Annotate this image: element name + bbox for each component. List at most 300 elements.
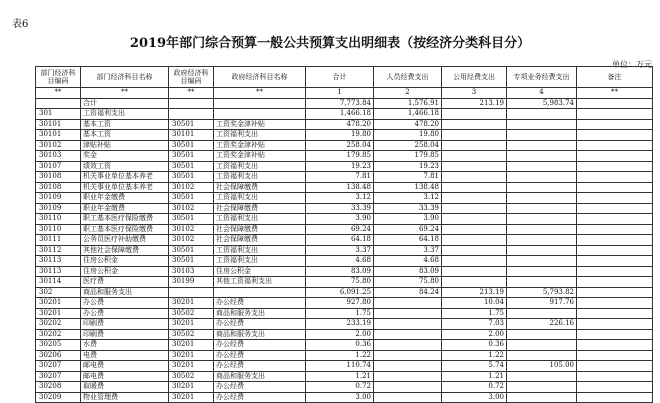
index-cell: 1 bbox=[306, 88, 374, 99]
index-cell: ** bbox=[214, 88, 306, 99]
table-cell bbox=[442, 277, 507, 288]
table-cell bbox=[442, 256, 507, 267]
table-cell: 取暖费 bbox=[81, 382, 169, 393]
table-cell: 64.18 bbox=[374, 235, 442, 246]
table-cell: 30501 bbox=[169, 140, 214, 151]
table-cell: 75.80 bbox=[374, 277, 442, 288]
table-cell bbox=[214, 109, 306, 120]
table-cell: 30205 bbox=[36, 340, 81, 351]
table-cell bbox=[577, 382, 653, 393]
table-cell bbox=[577, 214, 653, 225]
table-cell: 工资奖金津补贴 bbox=[214, 151, 306, 162]
table-cell: 138.48 bbox=[374, 182, 442, 193]
table-cell bbox=[442, 182, 507, 193]
table-cell: 30501 bbox=[169, 256, 214, 267]
table-cell bbox=[507, 308, 577, 319]
table-cell: 机关事业单位基本养老 bbox=[81, 182, 169, 193]
table-cell bbox=[507, 214, 577, 225]
table-cell: 927.80 bbox=[306, 298, 374, 309]
table-cell: 10.04 bbox=[442, 298, 507, 309]
table-cell: 30101 bbox=[169, 130, 214, 141]
table-cell: 30502 bbox=[169, 308, 214, 319]
table-row bbox=[36, 350, 653, 361]
table-cell: 3.00 bbox=[306, 392, 374, 403]
index-cell: ** bbox=[577, 88, 653, 99]
table-cell bbox=[507, 224, 577, 235]
table-cell: 公务员医疗补助缴费 bbox=[81, 235, 169, 246]
table-cell bbox=[507, 340, 577, 351]
table-cell: 233.19 bbox=[306, 319, 374, 330]
table-cell: 30209 bbox=[36, 392, 81, 403]
table-cell: 258.04 bbox=[306, 140, 374, 151]
table-cell: 5,793.82 bbox=[507, 287, 577, 298]
table-cell bbox=[374, 382, 442, 393]
table-cell bbox=[442, 140, 507, 151]
table-cell: 30101 bbox=[36, 130, 81, 141]
table-cell: 其他社会保障缴费 bbox=[81, 245, 169, 256]
table-cell: 工资福利支出 bbox=[214, 161, 306, 172]
table-row bbox=[36, 151, 653, 162]
table-cell: 3.37 bbox=[306, 245, 374, 256]
table-cell: 5.74 bbox=[442, 361, 507, 372]
table-cell: 30502 bbox=[169, 371, 214, 382]
table-cell: 30201 bbox=[169, 392, 214, 403]
table-row bbox=[36, 245, 653, 256]
table-cell: 工资福利支出 bbox=[214, 256, 306, 267]
table-cell bbox=[507, 266, 577, 277]
budget-table bbox=[35, 66, 653, 403]
table-cell: 7.81 bbox=[374, 172, 442, 183]
table-cell bbox=[442, 130, 507, 141]
table-cell: 社会保障缴费 bbox=[214, 235, 306, 246]
table-row bbox=[36, 329, 653, 340]
table-cell: 绩效工资 bbox=[81, 161, 169, 172]
table-cell bbox=[577, 140, 653, 151]
table-cell: 69.24 bbox=[306, 224, 374, 235]
table-cell: 30107 bbox=[36, 161, 81, 172]
table-cell: 基本工资 bbox=[81, 130, 169, 141]
table-cell bbox=[577, 329, 653, 340]
table-cell: 工资奖金津补贴 bbox=[214, 119, 306, 130]
table-cell: 30207 bbox=[36, 371, 81, 382]
table-cell: 179.85 bbox=[306, 151, 374, 162]
table-cell: 30207 bbox=[36, 361, 81, 372]
table-cell bbox=[507, 371, 577, 382]
page-title: 2019年部门综合预算一般公共预算支出明细表（按经济分类科目分） bbox=[129, 36, 531, 51]
table-cell: 1.22 bbox=[442, 350, 507, 361]
table-row bbox=[36, 119, 653, 130]
table-row bbox=[36, 361, 653, 372]
table-cell: 7.03 bbox=[442, 319, 507, 330]
table-row bbox=[36, 98, 653, 109]
table-cell: 0.72 bbox=[306, 382, 374, 393]
table-cell bbox=[507, 119, 577, 130]
table-cell: 水费 bbox=[81, 340, 169, 351]
table-cell bbox=[214, 98, 306, 109]
table-cell: 办公费 bbox=[81, 308, 169, 319]
table-row bbox=[36, 140, 653, 151]
table-cell bbox=[577, 224, 653, 235]
table-cell: 30199 bbox=[169, 277, 214, 288]
table-cell bbox=[442, 235, 507, 246]
table-cell bbox=[374, 371, 442, 382]
table-cell bbox=[442, 161, 507, 172]
table-cell: 职工基本医疗保险缴费 bbox=[81, 214, 169, 225]
table-cell: 1,466.18 bbox=[306, 109, 374, 120]
table-cell bbox=[374, 361, 442, 372]
table-cell: 7.81 bbox=[306, 172, 374, 183]
table-cell: 工资奖金津补贴 bbox=[214, 140, 306, 151]
table-cell bbox=[577, 287, 653, 298]
table-cell bbox=[577, 130, 653, 141]
table-cell bbox=[577, 182, 653, 193]
table-cell: 0.36 bbox=[306, 340, 374, 351]
table-cell: 30112 bbox=[36, 245, 81, 256]
table-cell bbox=[442, 224, 507, 235]
table-cell: 30201 bbox=[169, 361, 214, 372]
table-cell: 30111 bbox=[36, 235, 81, 246]
table-cell: 奖金 bbox=[81, 151, 169, 162]
table-cell bbox=[577, 319, 653, 330]
table-cell: 30201 bbox=[36, 308, 81, 319]
table-cell: 30206 bbox=[36, 350, 81, 361]
table-row bbox=[36, 182, 653, 193]
table-cell: 3.00 bbox=[442, 392, 507, 403]
table-cell bbox=[442, 245, 507, 256]
table-cell: 30202 bbox=[36, 319, 81, 330]
table-cell bbox=[507, 350, 577, 361]
table-cell bbox=[507, 245, 577, 256]
table-row bbox=[36, 277, 653, 288]
table-cell bbox=[577, 308, 653, 319]
table-row bbox=[36, 193, 653, 204]
table-cell bbox=[374, 319, 442, 330]
table-cell: 社会保障缴费 bbox=[214, 203, 306, 214]
table-cell bbox=[374, 308, 442, 319]
table-cell bbox=[507, 256, 577, 267]
table-cell: 机关事业单位基本养老 bbox=[81, 172, 169, 183]
table-row bbox=[36, 256, 653, 267]
table-cell: 4.68 bbox=[374, 256, 442, 267]
table-cell: 职工基本医疗保险缴费 bbox=[81, 224, 169, 235]
table-cell bbox=[577, 340, 653, 351]
table-cell bbox=[507, 382, 577, 393]
table-cell: 478.20 bbox=[374, 119, 442, 130]
table-cell: 30201 bbox=[36, 298, 81, 309]
table-row bbox=[36, 203, 653, 214]
header-row bbox=[36, 67, 653, 88]
table-cell: 75.80 bbox=[306, 277, 374, 288]
table-row bbox=[36, 319, 653, 330]
table-cell: 30201 bbox=[169, 350, 214, 361]
table-cell bbox=[442, 109, 507, 120]
table-cell bbox=[577, 266, 653, 277]
table-cell: 1.75 bbox=[306, 308, 374, 319]
table-cell: 30109 bbox=[36, 203, 81, 214]
table-row bbox=[36, 235, 653, 246]
table-cell bbox=[442, 193, 507, 204]
table-cell: 3.90 bbox=[306, 214, 374, 225]
table-cell: 邮电费 bbox=[81, 371, 169, 382]
table-row bbox=[36, 161, 653, 172]
table-cell: 105.00 bbox=[507, 361, 577, 372]
table-cell: 办公费 bbox=[81, 298, 169, 309]
header-cell: 部门经济科目名称 bbox=[81, 67, 169, 88]
table-cell: 226.16 bbox=[507, 319, 577, 330]
table-cell bbox=[442, 151, 507, 162]
table-cell bbox=[374, 350, 442, 361]
table-cell bbox=[442, 203, 507, 214]
table-cell: 职业年金缴费 bbox=[81, 203, 169, 214]
index-cell: ** bbox=[36, 88, 81, 99]
table-cell: 30102 bbox=[169, 224, 214, 235]
unit-label: 单位：万元 bbox=[612, 60, 652, 69]
table-cell bbox=[169, 287, 214, 298]
table-cell: 3.12 bbox=[306, 193, 374, 204]
table-row bbox=[36, 298, 653, 309]
table-cell: 179.85 bbox=[374, 151, 442, 162]
table-cell bbox=[507, 392, 577, 403]
table-cell: 30201 bbox=[169, 382, 214, 393]
table-cell bbox=[507, 277, 577, 288]
table-cell: 917.76 bbox=[507, 298, 577, 309]
table-cell: 0.72 bbox=[442, 382, 507, 393]
table-cell: 工资福利支出 bbox=[214, 214, 306, 225]
table-cell: 19.23 bbox=[374, 161, 442, 172]
table-cell: 7,773.84 bbox=[306, 98, 374, 109]
table-cell: 19.80 bbox=[374, 130, 442, 141]
table-cell: 30201 bbox=[169, 298, 214, 309]
table-cell: 工资福利支出 bbox=[214, 245, 306, 256]
table-cell: 19.80 bbox=[306, 130, 374, 141]
table-cell bbox=[374, 392, 442, 403]
table-cell: 69.24 bbox=[374, 224, 442, 235]
table-cell: 津贴补贴 bbox=[81, 140, 169, 151]
table-cell: 30201 bbox=[169, 319, 214, 330]
table-cell: 1.22 bbox=[306, 350, 374, 361]
table-cell: 33.39 bbox=[374, 203, 442, 214]
table-cell: 30501 bbox=[169, 161, 214, 172]
table-cell: 基本工资 bbox=[81, 119, 169, 130]
table-cell bbox=[577, 350, 653, 361]
table-cell bbox=[214, 287, 306, 298]
table-cell bbox=[507, 109, 577, 120]
table-cell: 478.20 bbox=[306, 119, 374, 130]
table-cell: 30102 bbox=[169, 182, 214, 193]
header-cell: 专项业务经费支出 bbox=[507, 67, 577, 88]
table-cell: 3.90 bbox=[374, 214, 442, 225]
table-cell bbox=[374, 298, 442, 309]
table-cell bbox=[577, 371, 653, 382]
table-cell: 83.09 bbox=[374, 266, 442, 277]
table-cell: 30108 bbox=[36, 172, 81, 183]
table-cell: 30501 bbox=[169, 172, 214, 183]
index-cell: 3 bbox=[442, 88, 507, 99]
table-cell: 30108 bbox=[36, 182, 81, 193]
table-cell bbox=[577, 203, 653, 214]
table-cell: 6,091.25 bbox=[306, 287, 374, 298]
table-cell: 33.39 bbox=[306, 203, 374, 214]
table-cell: 30501 bbox=[169, 151, 214, 162]
table-cell: 258.04 bbox=[374, 140, 442, 151]
table-cell: 30113 bbox=[36, 256, 81, 267]
table-cell: 30501 bbox=[169, 193, 214, 204]
table-cell: 1.21 bbox=[306, 371, 374, 382]
index-row bbox=[36, 88, 653, 99]
table-cell: 84.24 bbox=[374, 287, 442, 298]
table-cell: 合计 bbox=[81, 98, 169, 109]
index-cell: ** bbox=[81, 88, 169, 99]
table-cell bbox=[507, 329, 577, 340]
table-cell bbox=[577, 245, 653, 256]
table-cell: 印刷费 bbox=[81, 329, 169, 340]
header-cell: 合计 bbox=[306, 67, 374, 88]
table-cell: 2.00 bbox=[442, 329, 507, 340]
table-cell: 商品和服务支出 bbox=[214, 371, 306, 382]
table-cell bbox=[442, 214, 507, 225]
table-cell bbox=[507, 193, 577, 204]
table-cell: 30501 bbox=[169, 119, 214, 130]
table-cell: 30110 bbox=[36, 214, 81, 225]
table-cell bbox=[577, 277, 653, 288]
table-cell bbox=[577, 392, 653, 403]
header-cell: 政府经济科目编码 bbox=[169, 67, 214, 88]
table-cell: 30502 bbox=[169, 329, 214, 340]
table-cell: 1,466.18 bbox=[374, 109, 442, 120]
table-cell: 物业管理费 bbox=[81, 392, 169, 403]
table-cell: 30113 bbox=[36, 266, 81, 277]
table-cell: 83.09 bbox=[306, 266, 374, 277]
header-cell: 部门经济科目编码 bbox=[36, 67, 81, 88]
table-cell: 64.18 bbox=[306, 235, 374, 246]
table-cell: 30114 bbox=[36, 277, 81, 288]
header-cell: 备注 bbox=[577, 67, 653, 88]
table-row bbox=[36, 130, 653, 141]
table-cell: 商品和服务支出 bbox=[214, 329, 306, 340]
table-cell: 商品和服务支出 bbox=[214, 308, 306, 319]
header-cell: 人员经费支出 bbox=[374, 67, 442, 88]
table-cell: 3.12 bbox=[374, 193, 442, 204]
table-cell: 30102 bbox=[169, 235, 214, 246]
table-row bbox=[36, 109, 653, 120]
table-row bbox=[36, 214, 653, 225]
table-cell bbox=[442, 119, 507, 130]
table-cell: 工资福利支出 bbox=[81, 109, 169, 120]
table-cell bbox=[169, 109, 214, 120]
table-cell: 30201 bbox=[169, 340, 214, 351]
table-cell: 110.74 bbox=[306, 361, 374, 372]
header-cell: 公用经费支出 bbox=[442, 67, 507, 88]
table-cell bbox=[442, 172, 507, 183]
table-cell: 2.00 bbox=[306, 329, 374, 340]
table-cell: 3.37 bbox=[374, 245, 442, 256]
table-cell: 0.36 bbox=[442, 340, 507, 351]
table-cell: 302 bbox=[36, 287, 81, 298]
table-cell: 办公经费 bbox=[214, 319, 306, 330]
table-cell bbox=[577, 361, 653, 372]
table-row bbox=[36, 287, 653, 298]
table-cell: 印刷费 bbox=[81, 319, 169, 330]
table-row bbox=[36, 340, 653, 351]
table-cell: 办公经费 bbox=[214, 298, 306, 309]
table-cell: 办公经费 bbox=[214, 350, 306, 361]
table-cell: 1.21 bbox=[442, 371, 507, 382]
table-cell bbox=[577, 193, 653, 204]
table-cell bbox=[577, 256, 653, 267]
table-cell: 213.19 bbox=[442, 98, 507, 109]
table-cell: 213.19 bbox=[442, 287, 507, 298]
table-cell: 138.48 bbox=[306, 182, 374, 193]
table-cell bbox=[507, 151, 577, 162]
index-cell: 4 bbox=[507, 88, 577, 99]
table-cell: 1,576.91 bbox=[374, 98, 442, 109]
table-cell: 商品和服务支出 bbox=[81, 287, 169, 298]
table-row bbox=[36, 266, 653, 277]
table-cell bbox=[507, 130, 577, 141]
table-cell: 办公经费 bbox=[214, 392, 306, 403]
table-cell bbox=[577, 119, 653, 130]
table-cell: 社会保障缴费 bbox=[214, 224, 306, 235]
table-row bbox=[36, 224, 653, 235]
table-tag: 表6 bbox=[12, 19, 29, 30]
index-cell: 2 bbox=[374, 88, 442, 99]
table-row bbox=[36, 392, 653, 403]
table-cell: 住房公积金 bbox=[81, 256, 169, 267]
table-cell: 工资福利支出 bbox=[214, 172, 306, 183]
table-row bbox=[36, 371, 653, 382]
table-cell bbox=[577, 98, 653, 109]
table-row bbox=[36, 382, 653, 393]
table-cell: 工资福利支出 bbox=[214, 130, 306, 141]
table-cell: 30102 bbox=[169, 203, 214, 214]
table-cell bbox=[507, 172, 577, 183]
table-cell: 4.68 bbox=[306, 256, 374, 267]
table-cell: 社会保障缴费 bbox=[214, 182, 306, 193]
table-cell: 职业年金缴费 bbox=[81, 193, 169, 204]
table-cell: 住房公积金 bbox=[81, 266, 169, 277]
table-cell bbox=[577, 172, 653, 183]
table-cell: 30109 bbox=[36, 193, 81, 204]
header-cell: 政府经济科目名称 bbox=[214, 67, 306, 88]
table-row bbox=[36, 172, 653, 183]
index-cell: ** bbox=[169, 88, 214, 99]
table-cell: 19.23 bbox=[306, 161, 374, 172]
table-cell bbox=[36, 98, 81, 109]
table-cell: 30501 bbox=[169, 245, 214, 256]
table-cell: 30202 bbox=[36, 329, 81, 340]
table-cell: 办公经费 bbox=[214, 361, 306, 372]
table-cell: 医疗费 bbox=[81, 277, 169, 288]
table-cell: 办公经费 bbox=[214, 340, 306, 351]
table-cell: 301 bbox=[36, 109, 81, 120]
table-cell bbox=[577, 235, 653, 246]
table-cell bbox=[507, 161, 577, 172]
table-cell: 30101 bbox=[36, 119, 81, 130]
table-cell: 30110 bbox=[36, 224, 81, 235]
table-cell bbox=[442, 266, 507, 277]
table-cell bbox=[577, 161, 653, 172]
table-row bbox=[36, 308, 653, 319]
table-cell bbox=[507, 140, 577, 151]
table-cell bbox=[374, 329, 442, 340]
table-cell: 30501 bbox=[169, 214, 214, 225]
table-cell bbox=[577, 151, 653, 162]
table-cell bbox=[577, 298, 653, 309]
table-cell bbox=[374, 340, 442, 351]
table-cell bbox=[169, 98, 214, 109]
table-cell: 其他工资福利支出 bbox=[214, 277, 306, 288]
table-cell: 30103 bbox=[169, 266, 214, 277]
